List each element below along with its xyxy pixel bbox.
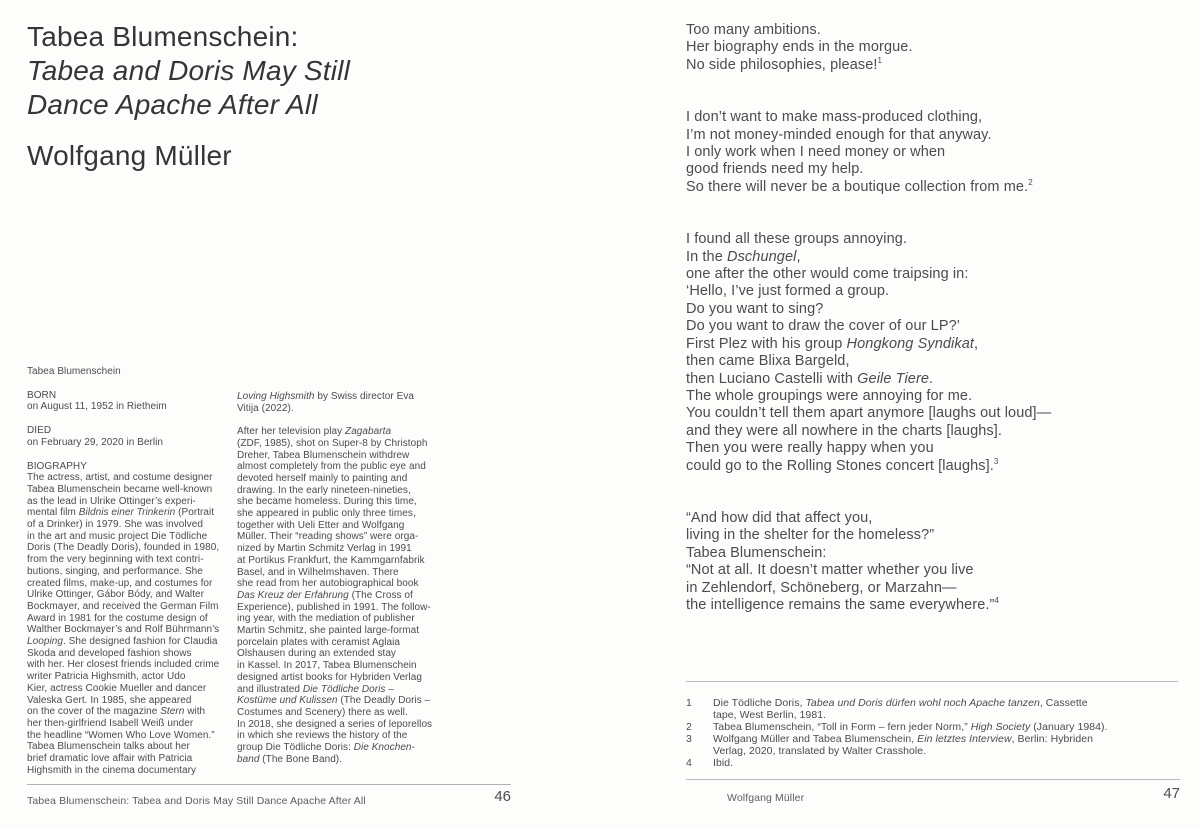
left-running-title: Tabea Blumenschein: Tabea and Doris May Still Dance Apache After All bbox=[27, 795, 366, 807]
left-page-number: 46 bbox=[494, 788, 511, 805]
quote-2: I don’t want to make mass-produced clothing, I’m not money-minded enough for that anyway. I only work when I need money or when good friends need my help. So there will never be a boutique collection from me.$^2$ bbox=[686, 109, 1033, 195]
footnote-3 bbox=[686, 733, 1186, 757]
biography-text: The actress, artist, and costume designer Tabea Blumenschein became well-known as the lead in Ulrike Ottinger’s experi- mental film Bildnis einer Trinkerin (Portrait of a Drinker) in 1979. She was involved in the art and music project Die Tödliche Doris (The Deadly Doris), founded in 1980, from the very beginning with text contri- butions, singing, and performance. She created films, make-up, and costumes for Ulrike Ottinger, Gábor Bódy, and Walter Bockmayer, and received the German Film Award in 1981 for the costume design of Walther Bockmayer’s and Rolf Bührmann’s Looping. She designed fashion for Claudia Skoda and developed fashion shows with her. Her closest friends included crime writer Patricia Highsmith, actor Udo Kier, actress Cookie Mueller and dancer Valeska Gert. In 1985, she appeared on the cover of the magazine Stern with her then-girlfriend Isabell Weiß under the headline “Women Who Love Women.” Tabea Blumenschein talks about her brief dramatic love affair with Patricia Highsmith in the cinema documentary bbox=[27, 472, 220, 776]
footnote-2 bbox=[686, 721, 1186, 733]
right-footer-rule bbox=[686, 779, 1180, 780]
footnote-1-text: Die Tödliche Doris, Tabea und Doris dürfen wohl noch Apache tanzen, Cassette tape, West Berlin, 1981. bbox=[713, 697, 1088, 721]
continuation-paragraph-1: Loving Highsmith by Swiss director Eva Vitija (2022). bbox=[237, 391, 414, 414]
subject-name-label: Tabea Blumenschein bbox=[27, 366, 121, 377]
footnote-4-text: Ibid. bbox=[713, 757, 734, 769]
right-running-author: Wolfgang Müller bbox=[727, 792, 805, 804]
footnote-2-number: 2 bbox=[686, 721, 692, 733]
footnotes-list bbox=[686, 697, 1186, 769]
article-title-name: Tabea Blumenschein: bbox=[27, 21, 299, 52]
footnote-1 bbox=[686, 697, 1186, 721]
footnote-3-number: 3 bbox=[686, 733, 692, 745]
biography-label: BIOGRAPHY bbox=[27, 460, 87, 472]
footnote-3-text: Wolfgang Müller and Tabea Blumenschein, Ein letztes Interview, Berlin: Hybriden Verlag, 2020, translated by Walter Crasshole. bbox=[713, 733, 1094, 757]
died-label: DIED bbox=[27, 425, 52, 437]
article-title-work: Tabea and Doris May Still Dance Apache After All bbox=[27, 55, 351, 120]
footnotes-rule bbox=[686, 681, 1178, 682]
quote-3: I found all these groups annoying. In the Dschungel, one after the other would come traipsing in: ‘Hello, I’ve just formed a group. Do you want to sing? Do you want to draw the cover of our LP?’ First Plez with his group Hongkong Syndikat, then came Blixa Bargeld, then Luciano Castelli with Geile Tiere. The whole groupings were annoying for me. You couldn’t tell them apart anymore [laughs out loud]— and they were all nowhere in the charts [laughs]. Then you were really happy when you could go to the Rolling Stones concert [laughs].$^3$ bbox=[686, 231, 1052, 474]
footnote-4 bbox=[686, 757, 1186, 769]
died-value: on February 29, 2020 in Berlin bbox=[27, 436, 164, 448]
born-value: on August 11, 1952 in Rietheim bbox=[27, 401, 167, 413]
born-label: BORN bbox=[27, 389, 57, 401]
quote-1: Too many ambitions. Her biography ends in the morgue. No side philosophies, please!$^1$ bbox=[686, 22, 913, 73]
quote-4: “And how did that affect you, living in the shelter for the homeless?” Tabea Blumenschein: “Not at all. It doesn’t matter whether you live in Zehlendorf, Schöneberg, or Marzahn— the intelligence remains the same everywhere.”$^4$ bbox=[686, 509, 999, 613]
quotes-column bbox=[686, 22, 1176, 649]
continuation-paragraph-2: After her television play Zagabarta (ZDF, 1985), shot on Super-8 by Christoph Dreher, Tabea Blumenschein withdrew almost completely from the public eye and devoted herself mainly to painting and drawing. In the early nineteen-nineties, she became homeless. During this time, she appeared in public only three times, together with Ueli Etter and Wolfgang Müller. Their “reading shows” were orga- nized by Martin Schmitz Verlag in 1991 at Portikus Frankfurt, the Kammgarnfabrik Basel, and in Wilhelmshaven. There she read from her autobiographical book Das Kreuz der Erfahrung (The Cross of Experience), published in 1991. The follow- ing year, with the mediation of publisher Martin Schmitz, she painted large-format porcelain plates with ceramist Aglaia Olshausen during an extended stay in Kassel. In 2017, Tabea Blumenschein designed artist books for Hybriden Verlag and illustrated Die Tödliche Doris – Kostüme und Kulissen (The Deadly Doris – Costumes and Scenery) there as well. In 2018, she designed a series of leporellos in which she reviews the history of the group Die Tödliche Doris: Die Knochen- band (The Bone Band). bbox=[237, 426, 433, 765]
footnote-2-text: Tabea Blumenschein, “Toll in Form – fern jeder Norm,” High Society (January 1984). bbox=[713, 721, 1108, 733]
footnote-1-number: 1 bbox=[686, 697, 692, 709]
right-page-number: 47 bbox=[1163, 785, 1180, 802]
article-author: Wolfgang Müller bbox=[27, 140, 232, 171]
footnote-4-number: 4 bbox=[686, 757, 692, 769]
